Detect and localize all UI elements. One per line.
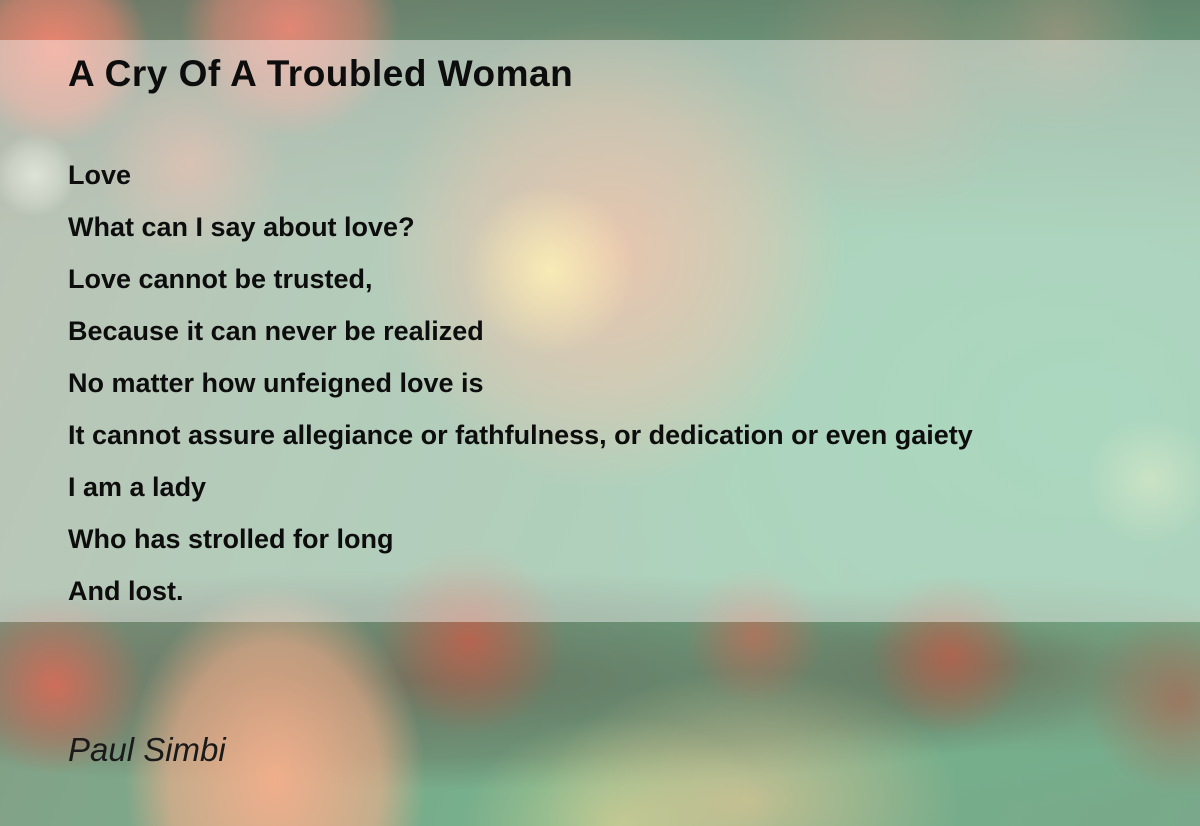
poem-author: Paul Simbi xyxy=(68,731,226,768)
poem-line: Because it can never be realized xyxy=(68,316,484,346)
poem-line: And lost. xyxy=(68,576,184,606)
poem-line: Love cannot be trusted, xyxy=(68,264,373,294)
poem-title: A Cry Of A Troubled Woman xyxy=(68,53,574,94)
poem-body xyxy=(68,149,1158,617)
poem-line: Who has strolled for long xyxy=(68,524,394,554)
poem-line: Love xyxy=(68,160,132,190)
poem-line: What can I say about love? xyxy=(68,212,415,242)
poem-line: No matter how unfeigned love is xyxy=(68,368,484,398)
poem-line: I am a lady xyxy=(68,472,207,502)
poem-line: It cannot assure allegiance or fathfulness, or dedication or even gaiety xyxy=(68,420,973,450)
